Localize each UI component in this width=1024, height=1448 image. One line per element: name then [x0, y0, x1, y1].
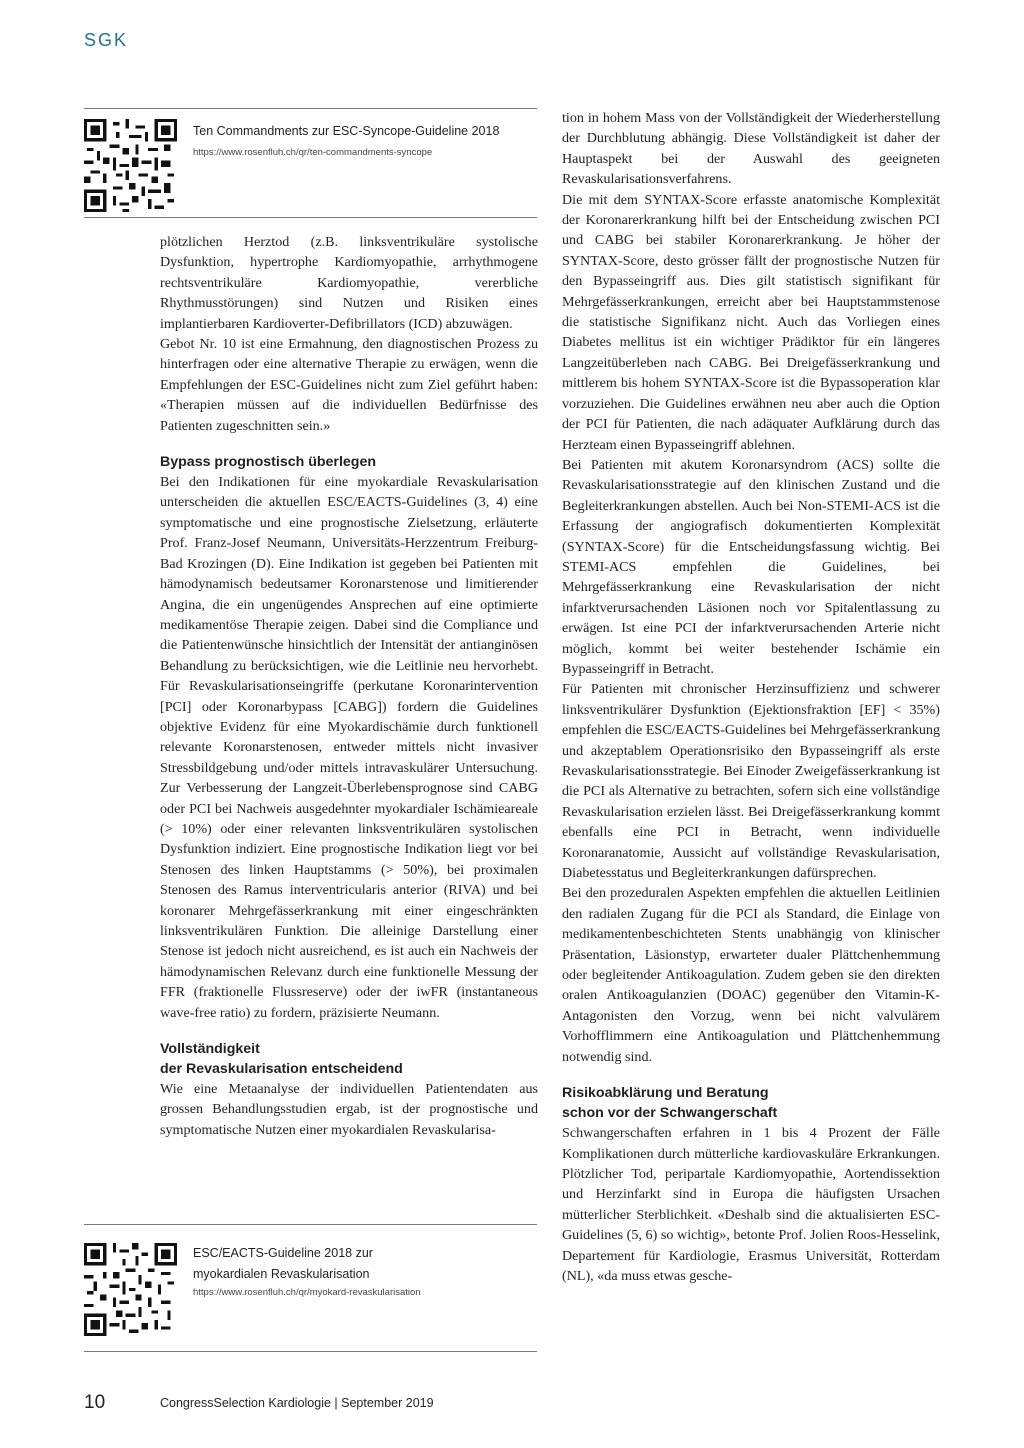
- section-heading: Bypass prognostisch überlegen: [160, 454, 377, 471]
- left-column: [160, 232, 538, 1140]
- paragraph: Gebot Nr. 10 ist eine Ermahnung, den diagnostischen Prozess zu hinterfragen oder eine alternative Therapie zu erwägen, wenn die Empfehlungen der ESC-Guidelines nicht zum Ziel geführt haben: «Therapien müssen auf die individuellen Bedürfnisse des Patienten zugeschnitten sein.»: [160, 336, 538, 434]
- paragraph: Für Patienten mit chronischer Herzinsuffizienz und schwerer linksventrikulärer Dysfunktion (Ejektionsfraktion [EF] < 35%) empfehlen die ESC/EACTS-Guidelines bei Mehrgefässerkrankung und akzeptablem Operationsrisiko den Bypasseingriff als erste Revaskularisationsstrategie. Bei Einoder Zweigefässerkrankung ist die PCI als Alternative zu betrachten, sofern sich eine vollständige Revaskularisation erzielen lässt. Bei Dreigefässerkrankung kommt ebenfalls eine PCI in Betracht, wenn individuelle Koronaranatomie, Aussicht auf vollständige Revaskularisation, Diabetesstatus und Begleiterkrankungen dafürsprechen.: [562, 681, 940, 882]
- right-column: [562, 108, 940, 1286]
- qr-title-line: myokardialen Revaskularisation: [193, 1267, 370, 1281]
- paragraph: Die mit dem SYNTAX-Score erfasste anatomische Komplexität der Koronarerkrankung hilft bei der Entscheidung zwischen PCI und CABG bei stabiler Koronarerkrankung. Je höher der SYNTAX-Score, desto grösser fällt der prognostische Nutzen für den Bypasseingriff aus. Dies gilt statistisch signifikant für Mehrgefässerkrankungen, erreicht aber bei Hauptstammstenose die statistische Signifikanz nicht. Auch das Vorliegen eines Diabetes mellitus ist ein wichtiger Prädiktor für ein längeres Langzeitüberleben nach CABG. Bei Dreigefässerkrankung und mittlerem bis hohem SYNTAX-Score ist die Bypassoperation klar vorzuziehen. Die Guidelines erwähnen neu aber auch die Option der PCI für Patienten, die nach adäquater Aufklärung durch das Herzteam einen Bypasseingriff ablehnen.: [562, 191, 940, 453]
- publication-footer: CongressSelection Kardiologie | September 2019: [160, 1396, 434, 1410]
- paragraph: tion in hohem Mass von der Vollständigkeit der Wiederherstellung der Durchblutung abhängig. Diese Vollständigkeit ist daher der Hauptaspekt bei der Auswahl des geeigneten Revaskularisationsverfahrens.: [562, 110, 940, 188]
- paragraph: plötzlichen Herztod (z.B. linksventrikuläre systolische Dysfunktion, hypertrophe Kardiomyopathie, arrhythmogene rechtsventrikuläre Kardiomyopathie, vererbliche Rhythmusstörungen) sind Nutzen und Risiken eines implantierbaren Kardioverter-Defibrillators (ICD) abzuwägen.: [160, 234, 538, 332]
- section-heading: [160, 1039, 538, 1079]
- qr-url-link[interactable]: https://www.rosenfluh.ch/qr/myokard-revaskularisation: [193, 1287, 421, 1298]
- section-label: SGK: [84, 30, 129, 50]
- qr-code-icon[interactable]: [84, 119, 177, 212]
- qr-url-link[interactable]: https://www.rosenfluh.ch/qr/ten-commandments-syncope: [193, 147, 433, 158]
- paragraph: Schwangerschaften erfahren in 1 bis 4 Prozent der Fälle Komplikationen durch mütterliche kardiovaskuläre Erkrankungen. Plötzlicher Tod, peripartale Kardiomyopathie, Aortendissektion und Herzinfarkt sind in Europa die häufigsten Ursachen mütterlicher Sterblichkeit. «Deshalb sind die aktualisierten ESC-Guidelines (5, 6) so wichtig», betonte Prof. Jolien Roos-Hesselink, Departement für Kardiologie, Erasmus Universität, Rotterdam (NL), «da muss etwas gesche-: [562, 1125, 940, 1284]
- heading-line: schon vor der Schwangerschaft: [562, 1105, 778, 1122]
- qr-title: [193, 1243, 523, 1285]
- heading-line: Risikoabklärung und Beratung: [562, 1085, 769, 1102]
- paragraph: Bei den Indikationen für eine myokardiale Revaskularisation unterscheiden die aktuellen ESC/EACTS-Guidelines (3, 4) eine symptomatische und eine prognostische Zielsetzung, erläuterte Prof. Franz-Josef Neumann, Universitäts-Herzzentrum Freiburg-Bad Krozingen (D). Eine Indikation ist gegeben bei Patienten mit hämodynamisch bedeutsamer Koronarstenose und limitierender Angina, die ein ungenügendes Ansprechen auf eine optimierte medikamentöse Therapie zeigen. Dabei sind die Compliance und die Patientenwünsche hinsichtlich der Intensität der antianginösen Behandlung zu berücksichtigen, wie die Leitlinie neu hervorhebt. Für Revaskularisationseingriffe (perkutane Koronarintervention [PCI] oder Koronarbypass [CABG]) fordern die Guidelines objektive Evidenz für eine Myokardischämie durch funktionell relevante Koronarstenosen, entweder mittels nicht invasiver Stressbildgebung und/oder mittels intravaskulärer Untersuchung. Zur Verbesserung der Langzeit-Überlebensprognose sind CABG oder PCI bei Nachweis ausgedehnter myokardialer Ischämieareale (> 10%) oder einer relevanten linksventrikulären systolischen Dysfunktion indiziert. Eine prognostische Indikation liegt vor bei Stenosen des linken Hauptstamms (> 50%), bei proximalen Stenosen des Ramus interventricularis anterior (RIVA) und bei koronarer Mehrgefässerkrankung mit einer eingeschränkten linksventrikulären Funktion. Die alleinige Darstellung einer Stenose ist jedoch nicht ausreichend, es ist auch ein Nachweis der hämodynamischen Relevanz durch eine funktionelle Messung der FFR (fraktionelle Flussreserve) oder der iwFR (instantaneous wave-free ratio) zu fordern, präzisierte Neumann.: [160, 474, 538, 1021]
- section-heading: [562, 1083, 940, 1123]
- paragraph: Bei Patienten mit akutem Koronarsyndrom (ACS) sollte die Revaskularisationsstrategie auf den klinischen Zustand und die Begleiterkrankungen abstellen. Auch bei Non-STEMI-ACS ist die Erfassung der angiografisch dokumentierten Komplexität (SYNTAX-Score) für die Entscheidungsfassung wichtig. Bei STEMI-ACS empfehlen die Guidelines, bei Mehrgefässerkrankung eine Revaskularisation der nicht infarktverursachenden Läsionen noch vor Spitalentlassung zu erwägen. Ist eine PCI der infarktverursachenden Arterie nicht möglich, kommt bei weiter bestehender Ischämie ein Bypasseingriff in Betracht.: [562, 456, 940, 677]
- paragraph: Bei den prozeduralen Aspekten empfehlen die aktuellen Leitlinien den radialen Zugang für die PCI als Standard, die Einlage von medikamentenbeschichteten Stents unabhängig von klinischer Präsentation, Läsionstyp, erwarteter dualer Plättchenhemmung oder begleitender Antikoagulation. Zudem geben sie den direkten oralen Antikoagulanzien (DOAC) gegenüber den Vitamin-K-Antagonisten den Vorzug, wenn bei nicht valvulärem Vorhofflimmern eine Antikoagulation und Plättchenhemmung notwendig sind.: [562, 885, 940, 1065]
- qr-title: Ten Commandments zur ESC-Syncope-Guideline 2018: [193, 124, 500, 138]
- paragraph: Wie eine Metaanalyse der individuellen Patientendaten aus grossen Behandlungsstudien ergab, ist der prognostische und symptomatische Nutzen einer myokardialen Revaskularisa-: [160, 1081, 538, 1138]
- heading-line: der Revaskularisation entscheidend: [160, 1061, 403, 1078]
- qr-code-icon[interactable]: [84, 1243, 177, 1336]
- heading-line: Vollständigkeit: [160, 1041, 260, 1058]
- page-number: 10: [84, 1392, 106, 1413]
- qr-box-syncope: [84, 108, 537, 218]
- qr-title-line: ESC/EACTS-Guideline 2018 zur: [193, 1246, 373, 1260]
- qr-box-revaskularisation: [84, 1224, 537, 1352]
